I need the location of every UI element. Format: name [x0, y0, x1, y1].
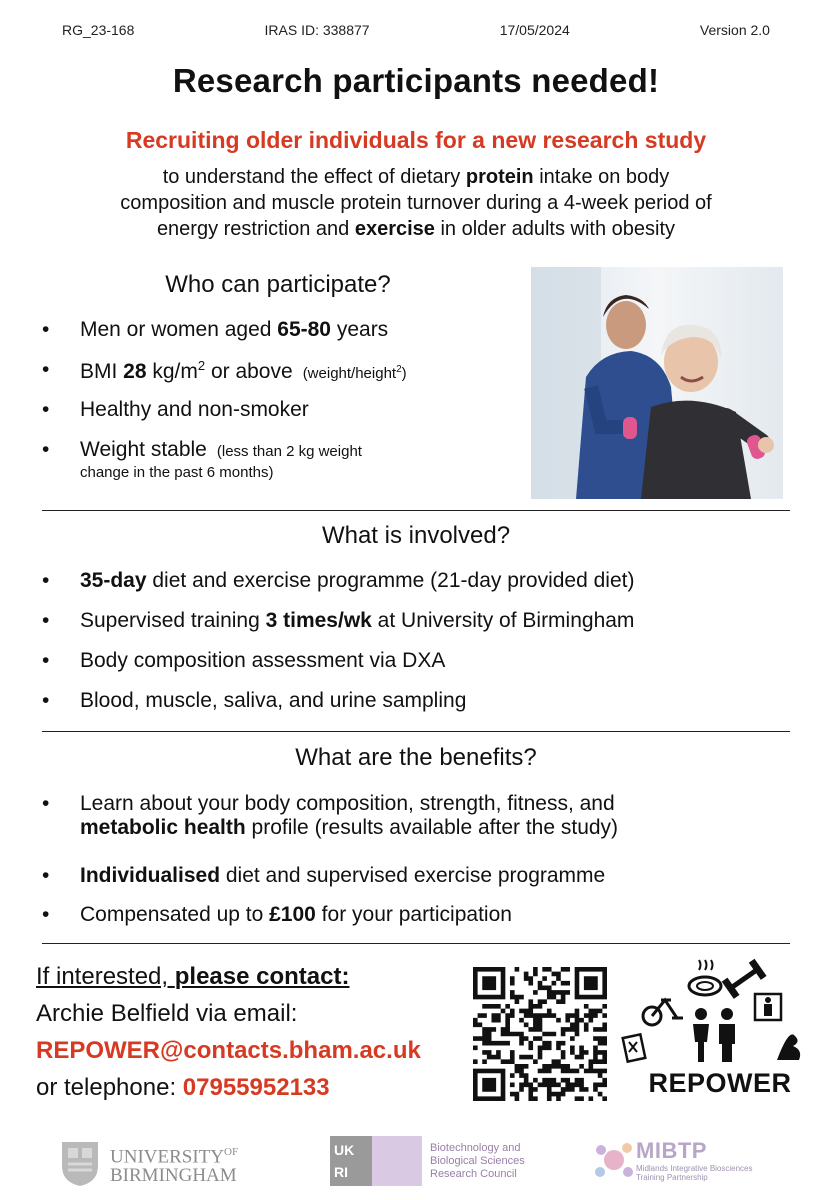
- contact-name: Archie Belfield via email:: [36, 1000, 298, 1027]
- list-item: • Supervised training 3 times/wk at University of Birmingham: [42, 609, 635, 632]
- divider: [42, 510, 790, 511]
- who-heading: Who can participate?: [165, 271, 391, 298]
- mibtp-molecule-icon: [592, 1138, 636, 1182]
- benefits-list: [42, 792, 802, 927]
- mibtp-logo: MIBTP Midlands Integrative Biosciences Training Partnership: [592, 1138, 753, 1182]
- contact-phone-line: or telephone: 07955952133: [36, 1074, 330, 1101]
- qr-finder-pattern: [475, 969, 503, 997]
- contact-prompt: If interested, please contact:: [36, 963, 350, 990]
- contact-phone-link[interactable]: 07955952133: [182, 1074, 330, 1101]
- divider: [42, 943, 790, 944]
- partner-logos: [0, 1132, 832, 1192]
- divider: [42, 731, 790, 732]
- clipboard-icon: [623, 1034, 646, 1061]
- document-version: Version 2.0: [699, 22, 770, 38]
- list-item: • 35-day diet and exercise programme (21-day provided diet): [42, 569, 635, 592]
- uob-crest-icon: [60, 1140, 100, 1188]
- qr-code-graphic: [473, 967, 607, 1101]
- page-title: Research participants needed!: [172, 62, 660, 99]
- intro-line-2: composition and muscle protein turnover during a 4-week period of: [120, 192, 712, 214]
- qr-finder-pattern: [475, 1071, 503, 1099]
- ukri-mark-shape: [372, 1136, 422, 1186]
- document-date: 17/05/2024: [499, 22, 570, 38]
- university-of-birmingham-logo: $UNIVERSITY^{OF}$ BIRMINGHAM: [60, 1140, 238, 1188]
- exercise-photo: [531, 267, 783, 499]
- qr-code[interactable]: [473, 967, 607, 1101]
- contact-block: [36, 958, 421, 1106]
- iras-id: IRAS ID: 338877: [264, 22, 370, 38]
- involved-heading: What is involved?: [321, 522, 511, 549]
- list-item: • Compensated up to £100 for your participation: [42, 903, 512, 926]
- list-item: • Individualised diet and supervised exercise programme: [42, 864, 606, 887]
- list-item: • BMI 28 $kg/m^2$ or above (weight/height$^2$): [42, 358, 407, 383]
- repower-icons: [617, 958, 807, 1066]
- benefits-heading: What are the benefits?: [295, 744, 537, 771]
- list-item: • Blood, muscle, saliva, and urine sampling: [42, 689, 467, 712]
- document-meta: [62, 22, 770, 38]
- contact-email-link[interactable]: REPOWER@contacts.bham.ac.uk: [36, 1037, 421, 1064]
- body-scan-icon: [755, 994, 781, 1020]
- list-item: • Men or women aged 65-80 years: [42, 318, 389, 341]
- qr-finder-pattern: [577, 969, 605, 997]
- subtitle: Recruiting older individuals for a new research study: [125, 127, 707, 153]
- bbsrc-logo: UK RI Biotechnology and Biological Sciences Research Council: [330, 1136, 525, 1186]
- people-icon: [693, 1008, 735, 1062]
- list-item: • Healthy and non-smoker: [42, 398, 309, 421]
- list-item: • Body composition assessment via DXA: [42, 649, 446, 672]
- ukri-mark: UK RI: [330, 1136, 374, 1186]
- list-item: • Learn about your body composition, strength, fitness, and metabolic health profile (results available after the study): [42, 792, 619, 839]
- list-item: • Weight stable (less than 2 kg weight change in the past 6 months): [42, 438, 362, 481]
- reference-number: RG_23-168: [62, 22, 135, 38]
- intro-line-1: to understand the effect of dietary protein intake on body: [162, 166, 670, 188]
- flexed-arm-icon: [777, 1034, 800, 1060]
- intro-line-3: energy restriction and exercise in older adults with obesity: [156, 218, 676, 240]
- intro-text: [60, 164, 772, 242]
- repower-logo-text: REPOWER: [648, 1068, 792, 1098]
- meal-icon: [689, 960, 721, 995]
- eligibility-list: [42, 318, 522, 481]
- involvement-list: [42, 569, 802, 729]
- exercise-bike-icon: [643, 1000, 683, 1025]
